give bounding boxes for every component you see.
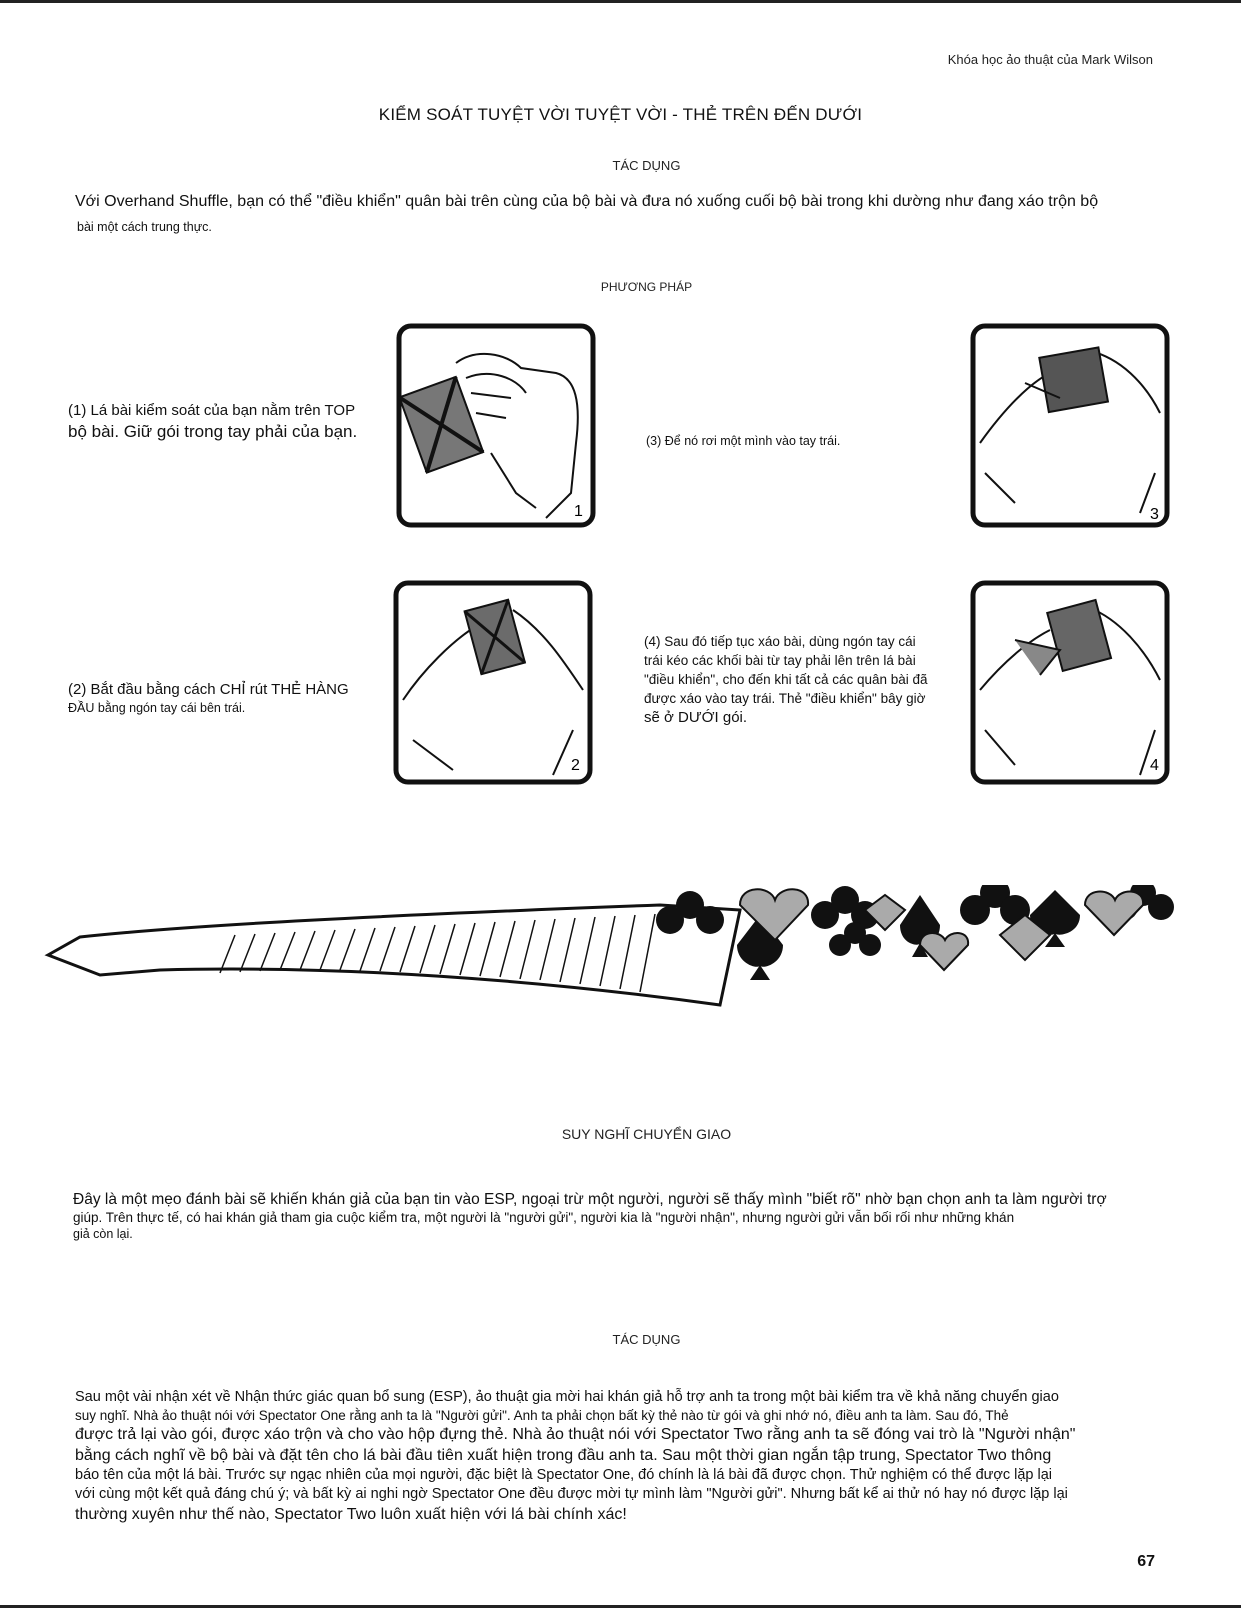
page-number: 67: [1137, 1553, 1155, 1570]
step-2-caption-line-1: (2) Bắt đầu bằng cách CHỈ rút THẺ HÀNG: [68, 681, 349, 698]
step-4-caption-line-1: (4) Sau đó tiếp tục xáo bài, dùng ngón tay cái: [644, 634, 916, 649]
section-2-intro: [73, 1190, 1107, 1243]
illustration-panel-3: [970, 323, 1170, 528]
step-3-caption: (3) Để nó rơi một mình vào tay trái.: [646, 434, 841, 448]
card-ribbon-decoration: [40, 885, 1200, 1025]
intro-line-1: Đây là một mẹo đánh bài sẽ khiến khán giả của bạn tin vào ESP, ngoại trừ một người, người sẽ thấy mình "biết rõ" nhờ bạn chọn anh ta làm người trợ: [73, 1191, 1107, 1208]
section-2-effect-heading: TÁC DỤNG: [612, 1332, 681, 1347]
illustration-panel-1: [396, 323, 596, 528]
effect-text-line-1: Với Overhand Shuffle, bạn có thể "điều khiển" quân bài trên cùng của bộ bài và đưa nó xuống cuối bộ bài trong khi dường như đang xáo trộn bộ: [75, 193, 1099, 210]
step-4-caption-line-4: được xáo vào tay trái. Thẻ "điều khiển" bây giờ: [644, 691, 926, 706]
effect-heading: TÁC DỤNG: [612, 158, 681, 173]
step-1-caption-line-2: bộ bài. Giữ gói trong tay phải của bạn.: [68, 422, 358, 441]
effect-paragraph-line-3: được trả lại vào gói, được xáo trộn và cho vào hộp đựng thẻ. Nhà ảo thuật nói với Spectator Two rằng anh ta sẽ đóng vai trò là "Người nhận": [75, 1426, 1076, 1443]
section-2-title: SUY NGHĨ CHUYỂN GIAO: [561, 1126, 732, 1142]
step-4-caption: [644, 632, 928, 727]
continue-shuffle-illustration: [970, 580, 1170, 785]
bottom-rule: [0, 1605, 1241, 1608]
illustration-panel-2: [393, 580, 593, 785]
panel-1-number: 1: [574, 503, 583, 520]
step-1-caption: [68, 400, 357, 442]
top-rule: [0, 0, 1241, 3]
effect-paragraph-line-5: báo tên của một lá bài. Trước sự ngạc nhiên của mọi người, đặc biệt là Spectator One, đó chính là lá bài đã được chọn. Thử nghiệm có thể được lặp lại: [75, 1467, 1053, 1483]
step-2-caption-line-2: ĐẦU bằng ngón tay cái bên trái.: [68, 701, 246, 715]
intro-line-3: giả còn lại.: [73, 1227, 133, 1241]
panel-4-number: 4: [1150, 757, 1159, 774]
step-4-caption-line-3: "điều khiển", cho đến khi tất cả các quân bài đã: [644, 672, 928, 687]
step-1-caption-line-1: (1) Lá bài kiểm soát của bạn nằm trên TOP: [68, 402, 356, 419]
step-4-caption-line-5: sẽ ở DƯỚI gói.: [644, 709, 748, 726]
section-title: KIỂM SOÁT TUYỆT VỜI TUYỆT VỜI - THẺ TRÊN ĐẾN DƯỚI: [378, 105, 863, 124]
panel-3-number: 3: [1150, 506, 1159, 523]
illustration-panel-4: [970, 580, 1170, 785]
section-2-effect-text: [75, 1388, 1185, 1525]
effect-paragraph-line-7: thường xuyên như thế nào, Spectator Two luôn xuất hiện với lá bài chính xác!: [75, 1506, 627, 1523]
method-heading: PHƯƠNG PHÁP: [600, 280, 693, 294]
effect-paragraph-line-6: với cùng một kết quả đáng chú ý; và bất kỳ ai nghi ngờ Spectator One đều được mời tự mình làm "Người gửi". Nhưng bất kể ai thử nó hay nó được lặp lại: [75, 1486, 1068, 1502]
effect-paragraph-line-2: suy nghĩ. Nhà ảo thuật nói với Spectator One rằng anh ta là "Người gửi". Anh ta phải chọn bất kỳ thẻ nào từ gói và ghi nhớ nó, điều anh ta làm. Sau đó, Thẻ: [75, 1408, 1009, 1423]
effect-text-line-2: bài một cách trung thực.: [77, 220, 212, 234]
effect-paragraph-line-1: Sau một vài nhận xét về Nhận thức giác quan bổ sung (ESP), ảo thuật gia mời hai khán giả hỗ trợ anh ta trong một bài kiểm tra về khả năng chuyển giao: [75, 1389, 1059, 1405]
panel-2-number: 2: [571, 757, 580, 774]
two-hands-drawing-card-illustration: [393, 580, 593, 785]
running-header: Khóa học ảo thuật của Mark Wilson: [947, 52, 1153, 67]
effect-paragraph-line-4: bằng cách nghĩ về bộ bài và đặt tên cho lá bài đầu tiên xuất hiện trong đầu anh ta. Sau một thời gian ngắn tập trung, Spectator Two thông: [75, 1447, 1052, 1464]
hand-holding-deck-illustration: [396, 323, 596, 528]
step-2-caption: [68, 679, 349, 717]
card-falling-into-left-hand-illustration: [970, 323, 1170, 528]
intro-line-2: giúp. Trên thực tế, có hai khán giả tham gia cuộc kiểm tra, một người là "người gửi", người kia là "người nhận", nhưng người gửi vẫn bối rối như những khán: [73, 1210, 1015, 1225]
step-4-caption-line-2: trái kéo các khối bài từ tay phải lên trên lá bài: [644, 653, 916, 668]
